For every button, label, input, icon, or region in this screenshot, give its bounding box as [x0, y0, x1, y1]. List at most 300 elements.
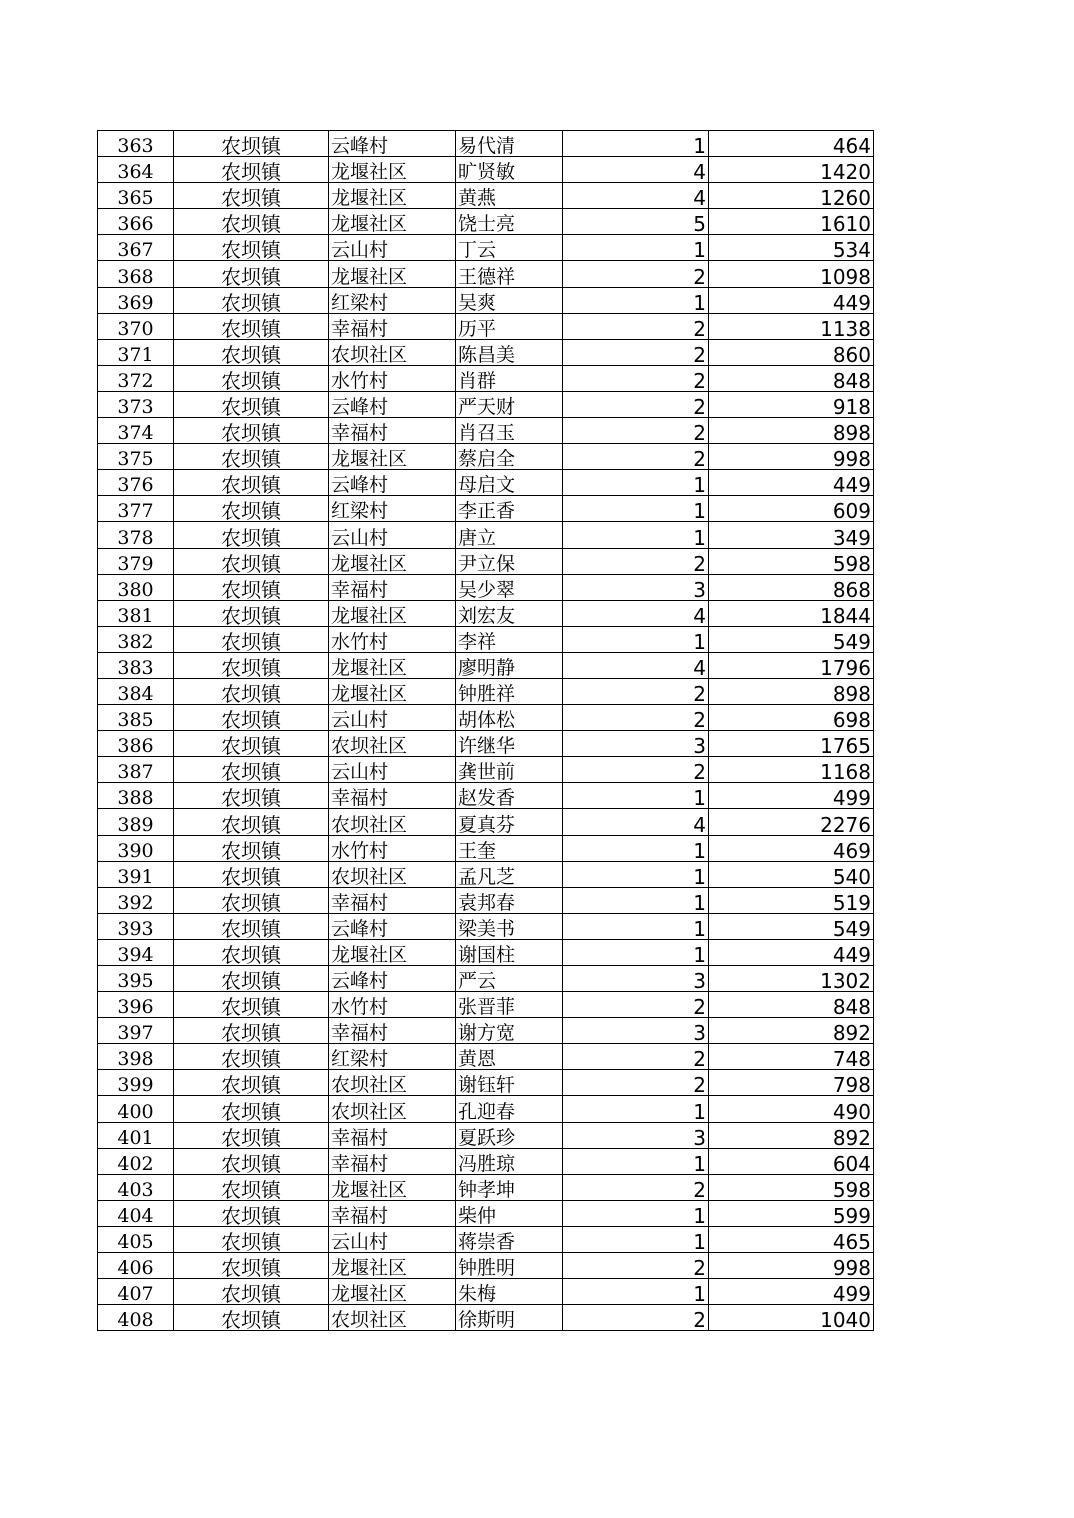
row-number-cell: 387 [98, 757, 174, 783]
town-cell: 农坝镇 [174, 183, 329, 209]
town-cell: 农坝镇 [174, 1018, 329, 1044]
amount-cell: 499 [709, 783, 874, 809]
amount-cell: 540 [709, 861, 874, 887]
table-row [98, 861, 874, 887]
table-row [98, 287, 874, 313]
amount-cell: 898 [709, 418, 874, 444]
name-cell: 夏跃珍 [456, 1122, 563, 1148]
village-cell: 农坝社区 [329, 861, 456, 887]
town-cell: 农坝镇 [174, 131, 329, 157]
table-row [98, 235, 874, 261]
village-cell: 幸福村 [329, 1200, 456, 1226]
household-count-cell: 2 [563, 444, 709, 470]
village-cell: 云山村 [329, 757, 456, 783]
name-cell: 肖群 [456, 365, 563, 391]
village-cell: 幸福村 [329, 574, 456, 600]
household-count-cell: 4 [563, 809, 709, 835]
village-cell: 云山村 [329, 705, 456, 731]
household-count-cell: 2 [563, 1253, 709, 1279]
village-cell: 水竹村 [329, 992, 456, 1018]
household-count-cell: 1 [563, 235, 709, 261]
amount-cell: 490 [709, 1096, 874, 1122]
table-row [98, 365, 874, 391]
household-count-cell: 1 [563, 913, 709, 939]
household-count-cell: 1 [563, 1148, 709, 1174]
household-count-cell: 2 [563, 992, 709, 1018]
amount-cell: 469 [709, 835, 874, 861]
name-cell: 丁云 [456, 235, 563, 261]
town-cell: 农坝镇 [174, 757, 329, 783]
table-row [98, 1122, 874, 1148]
village-cell: 云峰村 [329, 966, 456, 992]
amount-cell: 549 [709, 913, 874, 939]
name-cell: 严天财 [456, 391, 563, 417]
name-cell: 历平 [456, 313, 563, 339]
name-cell: 赵发香 [456, 783, 563, 809]
village-cell: 农坝社区 [329, 809, 456, 835]
amount-cell: 1796 [709, 652, 874, 678]
amount-cell: 1420 [709, 157, 874, 183]
table-row [98, 131, 874, 157]
table-row [98, 313, 874, 339]
village-cell: 龙堰社区 [329, 261, 456, 287]
town-cell: 农坝镇 [174, 861, 329, 887]
amount-cell: 918 [709, 391, 874, 417]
village-cell: 龙堰社区 [329, 652, 456, 678]
town-cell: 农坝镇 [174, 887, 329, 913]
name-cell: 谢钰轩 [456, 1070, 563, 1096]
row-number-cell: 373 [98, 391, 174, 417]
village-cell: 水竹村 [329, 365, 456, 391]
row-number-cell: 402 [98, 1148, 174, 1174]
amount-cell: 1040 [709, 1305, 874, 1331]
amount-cell: 848 [709, 992, 874, 1018]
household-count-cell: 1 [563, 626, 709, 652]
row-number-cell: 395 [98, 966, 174, 992]
amount-cell: 499 [709, 1279, 874, 1305]
household-count-cell: 1 [563, 470, 709, 496]
row-number-cell: 371 [98, 339, 174, 365]
village-cell: 云峰村 [329, 131, 456, 157]
amount-cell: 534 [709, 235, 874, 261]
town-cell: 农坝镇 [174, 261, 329, 287]
name-cell: 孟凡芝 [456, 861, 563, 887]
amount-cell: 1765 [709, 731, 874, 757]
row-number-cell: 396 [98, 992, 174, 1018]
name-cell: 徐斯明 [456, 1305, 563, 1331]
village-cell: 农坝社区 [329, 1305, 456, 1331]
household-count-cell: 1 [563, 1226, 709, 1252]
village-cell: 农坝社区 [329, 1070, 456, 1096]
village-cell: 云山村 [329, 235, 456, 261]
table-row [98, 574, 874, 600]
table-row [98, 809, 874, 835]
household-count-cell: 1 [563, 1200, 709, 1226]
household-count-cell: 1 [563, 861, 709, 887]
household-count-cell: 2 [563, 548, 709, 574]
town-cell: 农坝镇 [174, 522, 329, 548]
amount-cell: 1302 [709, 966, 874, 992]
row-number-cell: 378 [98, 522, 174, 548]
row-number-cell: 408 [98, 1305, 174, 1331]
amount-cell: 1138 [709, 313, 874, 339]
town-cell: 农坝镇 [174, 809, 329, 835]
amount-cell: 465 [709, 1226, 874, 1252]
name-cell: 梁美书 [456, 913, 563, 939]
town-cell: 农坝镇 [174, 209, 329, 235]
village-cell: 红梁村 [329, 496, 456, 522]
household-count-cell: 4 [563, 183, 709, 209]
town-cell: 农坝镇 [174, 1148, 329, 1174]
amount-cell: 2276 [709, 809, 874, 835]
household-count-cell: 2 [563, 1174, 709, 1200]
name-cell: 许继华 [456, 731, 563, 757]
village-cell: 云峰村 [329, 470, 456, 496]
row-number-cell: 398 [98, 1044, 174, 1070]
row-number-cell: 407 [98, 1279, 174, 1305]
name-cell: 母启文 [456, 470, 563, 496]
table-row [98, 1018, 874, 1044]
amount-cell: 748 [709, 1044, 874, 1070]
table-row [98, 1279, 874, 1305]
name-cell: 唐立 [456, 522, 563, 548]
row-number-cell: 403 [98, 1174, 174, 1200]
row-number-cell: 391 [98, 861, 174, 887]
household-count-cell: 2 [563, 339, 709, 365]
name-cell: 王德祥 [456, 261, 563, 287]
name-cell: 李正香 [456, 496, 563, 522]
table-row [98, 418, 874, 444]
table-row [98, 783, 874, 809]
table-row [98, 444, 874, 470]
name-cell: 肖召玉 [456, 418, 563, 444]
town-cell: 农坝镇 [174, 418, 329, 444]
household-count-cell: 2 [563, 1044, 709, 1070]
row-number-cell: 374 [98, 418, 174, 444]
town-cell: 农坝镇 [174, 574, 329, 600]
name-cell: 朱梅 [456, 1279, 563, 1305]
amount-cell: 698 [709, 705, 874, 731]
village-cell: 龙堰社区 [329, 1253, 456, 1279]
town-cell: 农坝镇 [174, 992, 329, 1018]
row-number-cell: 376 [98, 470, 174, 496]
village-cell: 龙堰社区 [329, 209, 456, 235]
household-count-cell: 5 [563, 209, 709, 235]
village-cell: 幸福村 [329, 313, 456, 339]
town-cell: 农坝镇 [174, 1200, 329, 1226]
name-cell: 吴爽 [456, 287, 563, 313]
household-count-cell: 1 [563, 835, 709, 861]
village-cell: 农坝社区 [329, 731, 456, 757]
row-number-cell: 369 [98, 287, 174, 313]
amount-cell: 598 [709, 548, 874, 574]
household-count-cell: 3 [563, 1122, 709, 1148]
row-number-cell: 368 [98, 261, 174, 287]
table-row [98, 183, 874, 209]
amount-cell: 998 [709, 1253, 874, 1279]
name-cell: 柴仲 [456, 1200, 563, 1226]
name-cell: 夏真芬 [456, 809, 563, 835]
row-number-cell: 393 [98, 913, 174, 939]
town-cell: 农坝镇 [174, 600, 329, 626]
village-cell: 龙堰社区 [329, 1279, 456, 1305]
name-cell: 廖明静 [456, 652, 563, 678]
name-cell: 黄恩 [456, 1044, 563, 1070]
table-row [98, 522, 874, 548]
name-cell: 胡体松 [456, 705, 563, 731]
town-cell: 农坝镇 [174, 1226, 329, 1252]
row-number-cell: 401 [98, 1122, 174, 1148]
name-cell: 吴少翠 [456, 574, 563, 600]
table-row [98, 496, 874, 522]
row-number-cell: 386 [98, 731, 174, 757]
town-cell: 农坝镇 [174, 835, 329, 861]
amount-cell: 449 [709, 939, 874, 965]
village-cell: 龙堰社区 [329, 600, 456, 626]
table-row [98, 1226, 874, 1252]
row-number-cell: 405 [98, 1226, 174, 1252]
row-number-cell: 367 [98, 235, 174, 261]
town-cell: 农坝镇 [174, 313, 329, 339]
household-count-cell: 2 [563, 705, 709, 731]
table-row [98, 1044, 874, 1070]
amount-cell: 464 [709, 131, 874, 157]
household-count-cell: 3 [563, 574, 709, 600]
row-number-cell: 370 [98, 313, 174, 339]
household-count-cell: 3 [563, 1018, 709, 1044]
table-row [98, 339, 874, 365]
amount-cell: 998 [709, 444, 874, 470]
amount-cell: 449 [709, 470, 874, 496]
row-number-cell: 384 [98, 678, 174, 704]
table-row [98, 1070, 874, 1096]
row-number-cell: 399 [98, 1070, 174, 1096]
amount-cell: 848 [709, 365, 874, 391]
village-cell: 幸福村 [329, 1148, 456, 1174]
amount-cell: 868 [709, 574, 874, 600]
household-count-cell: 1 [563, 939, 709, 965]
row-number-cell: 380 [98, 574, 174, 600]
table-row [98, 261, 874, 287]
village-cell: 龙堰社区 [329, 1174, 456, 1200]
name-cell: 饶士亮 [456, 209, 563, 235]
name-cell: 钟胜祥 [456, 678, 563, 704]
village-cell: 云山村 [329, 522, 456, 548]
town-cell: 农坝镇 [174, 470, 329, 496]
village-cell: 龙堰社区 [329, 157, 456, 183]
village-cell: 幸福村 [329, 1018, 456, 1044]
table-row [98, 966, 874, 992]
village-cell: 红梁村 [329, 287, 456, 313]
name-cell: 谢国柱 [456, 939, 563, 965]
town-cell: 农坝镇 [174, 783, 329, 809]
row-number-cell: 385 [98, 705, 174, 731]
row-number-cell: 406 [98, 1253, 174, 1279]
village-cell: 龙堰社区 [329, 183, 456, 209]
name-cell: 易代清 [456, 131, 563, 157]
name-cell: 谢方宽 [456, 1018, 563, 1044]
name-cell: 袁邦春 [456, 887, 563, 913]
name-cell: 尹立保 [456, 548, 563, 574]
village-cell: 云峰村 [329, 913, 456, 939]
town-cell: 农坝镇 [174, 678, 329, 704]
table-row [98, 705, 874, 731]
household-count-cell: 3 [563, 966, 709, 992]
name-cell: 李祥 [456, 626, 563, 652]
name-cell: 旷贤敏 [456, 157, 563, 183]
row-number-cell: 394 [98, 939, 174, 965]
household-count-cell: 2 [563, 678, 709, 704]
amount-cell: 892 [709, 1018, 874, 1044]
table-row [98, 157, 874, 183]
amount-cell: 349 [709, 522, 874, 548]
town-cell: 农坝镇 [174, 939, 329, 965]
household-count-cell: 1 [563, 783, 709, 809]
table-row [98, 887, 874, 913]
row-number-cell: 365 [98, 183, 174, 209]
household-count-cell: 1 [563, 287, 709, 313]
town-cell: 农坝镇 [174, 966, 329, 992]
table-row [98, 1096, 874, 1122]
household-count-cell: 1 [563, 522, 709, 548]
table-row [98, 1305, 874, 1331]
amount-cell: 892 [709, 1122, 874, 1148]
household-count-cell: 2 [563, 418, 709, 444]
row-number-cell: 372 [98, 365, 174, 391]
row-number-cell: 392 [98, 887, 174, 913]
town-cell: 农坝镇 [174, 496, 329, 522]
row-number-cell: 382 [98, 626, 174, 652]
table-row [98, 652, 874, 678]
table-row [98, 1148, 874, 1174]
household-count-cell: 2 [563, 1305, 709, 1331]
row-number-cell: 383 [98, 652, 174, 678]
amount-cell: 599 [709, 1200, 874, 1226]
table-row [98, 992, 874, 1018]
town-cell: 农坝镇 [174, 1044, 329, 1070]
amount-cell: 1098 [709, 261, 874, 287]
village-cell: 红梁村 [329, 1044, 456, 1070]
name-cell: 刘宏友 [456, 600, 563, 626]
table-row [98, 600, 874, 626]
name-cell: 冯胜琼 [456, 1148, 563, 1174]
household-count-cell: 4 [563, 652, 709, 678]
town-cell: 农坝镇 [174, 1070, 329, 1096]
row-number-cell: 377 [98, 496, 174, 522]
town-cell: 农坝镇 [174, 339, 329, 365]
town-cell: 农坝镇 [174, 391, 329, 417]
household-count-cell: 2 [563, 365, 709, 391]
amount-cell: 609 [709, 496, 874, 522]
household-count-cell: 1 [563, 131, 709, 157]
row-number-cell: 375 [98, 444, 174, 470]
household-count-cell: 2 [563, 757, 709, 783]
amount-cell: 1610 [709, 209, 874, 235]
village-cell: 龙堰社区 [329, 939, 456, 965]
town-cell: 农坝镇 [174, 731, 329, 757]
town-cell: 农坝镇 [174, 652, 329, 678]
household-count-cell: 2 [563, 261, 709, 287]
town-cell: 农坝镇 [174, 1174, 329, 1200]
household-count-cell: 2 [563, 313, 709, 339]
household-count-cell: 2 [563, 1070, 709, 1096]
data-table [97, 130, 874, 1331]
amount-cell: 519 [709, 887, 874, 913]
town-cell: 农坝镇 [174, 548, 329, 574]
town-cell: 农坝镇 [174, 705, 329, 731]
row-number-cell: 364 [98, 157, 174, 183]
town-cell: 农坝镇 [174, 157, 329, 183]
table-row [98, 757, 874, 783]
village-cell: 龙堰社区 [329, 444, 456, 470]
row-number-cell: 400 [98, 1096, 174, 1122]
row-number-cell: 379 [98, 548, 174, 574]
table-row [98, 1174, 874, 1200]
name-cell: 蔡启全 [456, 444, 563, 470]
amount-cell: 898 [709, 678, 874, 704]
town-cell: 农坝镇 [174, 1279, 329, 1305]
village-cell: 幸福村 [329, 1122, 456, 1148]
row-number-cell: 389 [98, 809, 174, 835]
name-cell: 钟胜明 [456, 1253, 563, 1279]
village-cell: 云峰村 [329, 391, 456, 417]
village-cell: 农坝社区 [329, 1096, 456, 1122]
town-cell: 农坝镇 [174, 287, 329, 313]
amount-cell: 860 [709, 339, 874, 365]
amount-cell: 1260 [709, 183, 874, 209]
town-cell: 农坝镇 [174, 626, 329, 652]
town-cell: 农坝镇 [174, 913, 329, 939]
household-count-cell: 3 [563, 731, 709, 757]
household-count-cell: 2 [563, 391, 709, 417]
table-row [98, 548, 874, 574]
row-number-cell: 366 [98, 209, 174, 235]
amount-cell: 604 [709, 1148, 874, 1174]
table-row [98, 731, 874, 757]
name-cell: 龚世前 [456, 757, 563, 783]
row-number-cell: 390 [98, 835, 174, 861]
household-count-cell: 4 [563, 600, 709, 626]
table-row [98, 1200, 874, 1226]
amount-cell: 449 [709, 287, 874, 313]
amount-cell: 549 [709, 626, 874, 652]
table-row [98, 470, 874, 496]
name-cell: 孔迎春 [456, 1096, 563, 1122]
town-cell: 农坝镇 [174, 1253, 329, 1279]
town-cell: 农坝镇 [174, 1122, 329, 1148]
table-row [98, 1253, 874, 1279]
name-cell: 严云 [456, 966, 563, 992]
table-row [98, 939, 874, 965]
village-cell: 水竹村 [329, 626, 456, 652]
name-cell: 王奎 [456, 835, 563, 861]
name-cell: 黄燕 [456, 183, 563, 209]
row-number-cell: 381 [98, 600, 174, 626]
village-cell: 幸福村 [329, 783, 456, 809]
village-cell: 农坝社区 [329, 339, 456, 365]
town-cell: 农坝镇 [174, 1096, 329, 1122]
village-cell: 龙堰社区 [329, 548, 456, 574]
amount-cell: 798 [709, 1070, 874, 1096]
row-number-cell: 388 [98, 783, 174, 809]
village-cell: 幸福村 [329, 887, 456, 913]
amount-cell: 1844 [709, 600, 874, 626]
town-cell: 农坝镇 [174, 1305, 329, 1331]
village-cell: 水竹村 [329, 835, 456, 861]
name-cell: 陈昌美 [456, 339, 563, 365]
town-cell: 农坝镇 [174, 365, 329, 391]
name-cell: 张晋菲 [456, 992, 563, 1018]
